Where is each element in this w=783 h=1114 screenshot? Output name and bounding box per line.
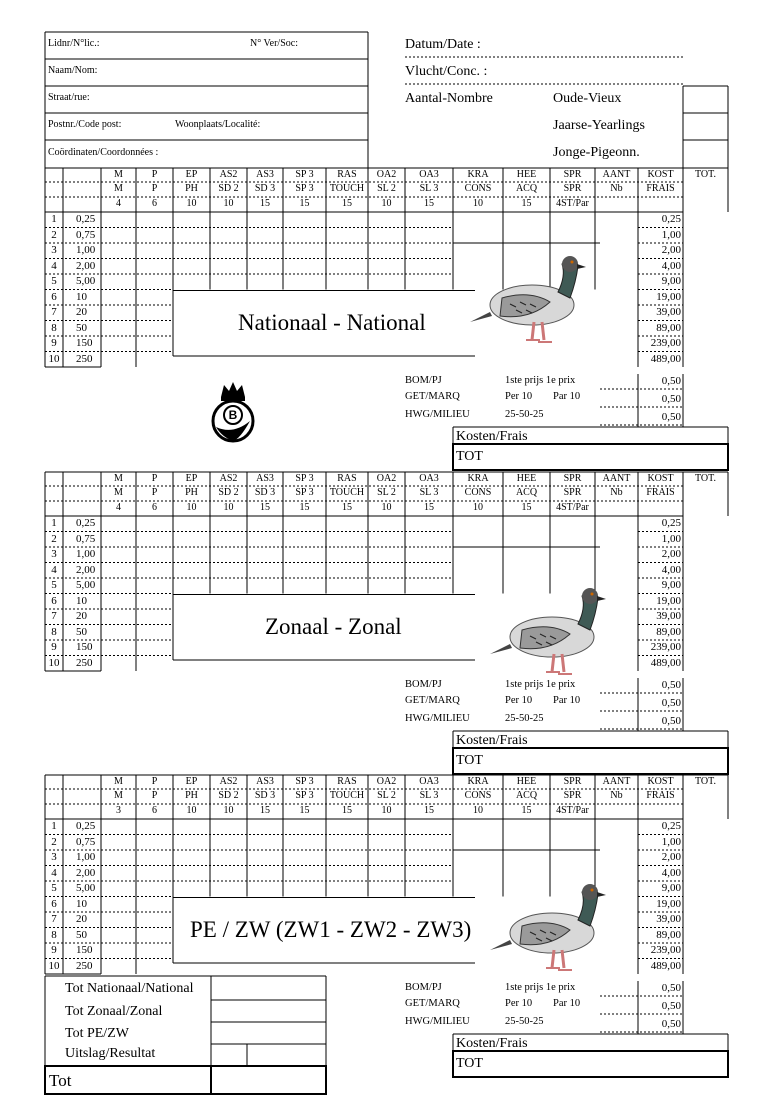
col-sub: SD 3 (254, 487, 276, 498)
row-cost: 2,00 (661, 548, 681, 560)
col-head: AS3 (256, 169, 274, 180)
col-head: OA3 (419, 169, 439, 180)
col-price: 15 (299, 502, 310, 513)
row-num: 6 (51, 897, 57, 910)
row-num: 6 (51, 290, 57, 303)
row-stake: 250 (76, 656, 93, 669)
row-num: 1 (51, 820, 57, 832)
col-sub: SL 2 (377, 487, 396, 498)
row-num: 1 (51, 517, 57, 529)
col-price: 10 (223, 198, 234, 209)
col-sub: CONS (464, 790, 492, 801)
col-sub: SL 3 (419, 183, 439, 194)
row-cost: 19,00 (656, 897, 681, 910)
col-price: 15 (260, 198, 270, 209)
col-sub: SPR (563, 183, 582, 194)
col-price: 15 (424, 502, 434, 513)
col-price: 4 (116, 198, 121, 209)
row-cost: 0,25 (661, 517, 681, 529)
lidnr-label: Lidnr/N°lic.: (48, 38, 100, 49)
col-head: RAS (337, 776, 357, 787)
kosten-label: Kosten/Frais (456, 1036, 528, 1051)
col-sub: FRAIS (646, 183, 675, 194)
per-label: Per 10 (505, 391, 533, 402)
row-stake: 2,00 (76, 563, 96, 576)
col-price: 10 (223, 502, 234, 513)
col-sub: SP 3 (295, 183, 314, 194)
row-cost: 239,00 (650, 641, 681, 653)
row-num: 10 (48, 352, 60, 365)
col-price: 4ST/Par (556, 805, 589, 816)
col-price: 6 (152, 198, 157, 209)
row-cost: 4,00 (661, 259, 681, 272)
col-head: AANT (602, 169, 631, 180)
col-sub: SP 3 (295, 790, 314, 801)
crown-icon (208, 377, 258, 447)
row-cost: 9,00 (661, 275, 681, 287)
row-stake: 0,75 (76, 228, 96, 241)
col-head: SP 3 (295, 776, 314, 787)
federation-logo (208, 377, 258, 447)
row-num: 7 (51, 913, 57, 925)
row-cost: 39,00 (656, 610, 681, 622)
row-stake: 2,00 (76, 866, 96, 879)
row-num: 9 (51, 944, 57, 956)
row-stake: 0,75 (76, 532, 96, 545)
col-price: 15 (342, 805, 352, 816)
row-stake: 150 (76, 944, 93, 956)
col-price: 3 (116, 805, 121, 816)
col-head: P (151, 169, 158, 180)
row-num: 8 (51, 321, 57, 334)
fee-value: 0,50 (661, 715, 681, 727)
fee-value: 0,50 (661, 1018, 681, 1030)
row-cost: 9,00 (661, 579, 681, 591)
col-sub: SD 3 (254, 183, 276, 194)
kosten-label: Kosten/Frais (456, 733, 528, 748)
vlucht-label: Vlucht/Conc. : (405, 64, 488, 79)
row-cost: 19,00 (656, 290, 681, 303)
col-head: SPR (563, 169, 582, 180)
row-num: 3 (51, 244, 57, 256)
col-head: HEE (516, 473, 537, 484)
col-sub: TOUCH (329, 183, 365, 194)
row-num: 5 (51, 882, 57, 894)
col-head: AS3 (256, 473, 274, 484)
col-price: 10 (381, 805, 392, 816)
col-price: 15 (424, 805, 434, 816)
row-cost: 489,00 (650, 959, 681, 972)
col-head: SPR (563, 776, 582, 787)
col-head: KOST (647, 776, 674, 787)
fee-value: 0,50 (661, 982, 681, 994)
col-head: TOT. (694, 473, 716, 484)
row-stake: 50 (76, 928, 87, 941)
row-stake: 20 (76, 610, 87, 622)
col-sub: FRAIS (646, 487, 675, 498)
row-num: 9 (51, 337, 57, 349)
get-label: GET/MARQ (405, 998, 460, 1009)
section-title: Nationaal - National (238, 310, 426, 335)
row-cost: 2,00 (661, 851, 681, 863)
col-price: 10 (381, 198, 392, 209)
row-stake: 0,25 (76, 517, 96, 529)
col-sub: PH (185, 790, 198, 801)
col-sub: TOUCH (329, 790, 365, 801)
col-head: M (114, 169, 123, 180)
col-price: 15 (299, 198, 310, 209)
col-head: M (114, 776, 123, 787)
row-cost: 489,00 (650, 656, 681, 669)
sum-uitslag-label: Uitslag/Resultat (65, 1046, 156, 1061)
per-label: Per 10 (505, 998, 533, 1009)
col-head: AS3 (256, 776, 274, 787)
col-price: 4ST/Par (556, 502, 589, 513)
col-price: 10 (223, 805, 234, 816)
row-stake: 150 (76, 337, 93, 349)
col-head: OA3 (419, 776, 439, 787)
row-num: 7 (51, 610, 57, 622)
prijs-label: 1ste prijs 1e prix (505, 679, 576, 690)
row-cost: 1,00 (661, 228, 681, 241)
straat-label: Straat/rue: (48, 92, 90, 103)
row-cost: 239,00 (650, 337, 681, 349)
col-head: P (151, 776, 158, 787)
col-head: RAS (337, 473, 357, 484)
col-sub: SD 2 (218, 790, 239, 801)
col-head: OA3 (419, 473, 439, 484)
row-num: 5 (51, 579, 57, 591)
row-num: 8 (51, 625, 57, 638)
col-sub: Nb (610, 487, 623, 498)
prijs-label: 1ste prijs 1e prix (505, 375, 576, 386)
col-head: HEE (516, 776, 537, 787)
col-price: 4 (116, 502, 121, 513)
col-price: 6 (152, 805, 157, 816)
col-head: KOST (647, 169, 674, 180)
row-num: 5 (51, 275, 57, 287)
col-sub: SP 3 (295, 487, 314, 498)
col-sub: CONS (464, 487, 492, 498)
ver-label: N° Ver/Soc: (250, 38, 298, 49)
logo-letter: B (228, 408, 238, 422)
col-price: 10 (473, 502, 483, 513)
col-head: KRA (467, 473, 489, 484)
row-cost: 89,00 (656, 625, 681, 638)
col-sub: P (151, 790, 158, 801)
col-price: 10 (186, 805, 197, 816)
bom-label: BOM/PJ (405, 375, 442, 386)
bom-label: BOM/PJ (405, 679, 442, 690)
col-head: EP (185, 776, 198, 787)
par-label: Par 10 (553, 695, 581, 706)
row-num: 4 (51, 259, 57, 272)
col-head: OA2 (376, 776, 397, 787)
col-sub: ACQ (515, 790, 538, 801)
row-cost: 39,00 (656, 306, 681, 318)
datum-label: Datum/Date : (405, 37, 481, 52)
hwg-value: 25-50-25 (505, 1016, 544, 1027)
par-label: Par 10 (553, 391, 581, 402)
hwg-value: 25-50-25 (505, 713, 544, 724)
row-stake: 150 (76, 641, 93, 653)
row-stake: 5,00 (76, 579, 96, 591)
row-cost: 9,00 (661, 882, 681, 894)
hwg-value: 25-50-25 (505, 409, 544, 420)
per-label: Per 10 (505, 695, 533, 706)
row-stake: 0,25 (76, 820, 96, 832)
col-sub: FRAIS (646, 790, 675, 801)
col-head: AANT (602, 473, 631, 484)
col-sub: M (114, 790, 123, 801)
col-price: 4ST/Par (556, 198, 589, 209)
row-cost: 489,00 (650, 352, 681, 365)
col-sub: SD 2 (218, 487, 239, 498)
bom-label: BOM/PJ (405, 982, 442, 993)
row-stake: 0,25 (76, 213, 96, 225)
naam-label: Naam/Nom: (48, 65, 98, 76)
col-sub: P (151, 183, 158, 194)
row-num: 7 (51, 306, 57, 318)
row-cost: 0,25 (661, 213, 681, 225)
col-price: 15 (260, 502, 270, 513)
col-sub: PH (185, 487, 198, 498)
row-stake: 250 (76, 959, 93, 972)
row-stake: 5,00 (76, 882, 96, 894)
col-sub: M (114, 487, 123, 498)
col-head: AS2 (219, 473, 238, 484)
fee-value: 0,50 (661, 393, 681, 405)
row-num: 9 (51, 641, 57, 653)
col-head: AS2 (219, 776, 238, 787)
row-stake: 10 (76, 897, 87, 910)
postnr-label: Postnr./Code post: (48, 119, 122, 130)
row-num: 8 (51, 928, 57, 941)
section-title: Zonaal - Zonal (265, 614, 402, 639)
row-num: 4 (51, 563, 57, 576)
hwg-label: HWG/MILIEU (405, 1016, 470, 1027)
par-label: Par 10 (553, 998, 581, 1009)
tot-label: TOT (456, 1056, 483, 1071)
jonge-label: Jonge-Pigeonn. (553, 145, 640, 160)
col-sub: P (151, 487, 158, 498)
col-price: 10 (473, 805, 483, 816)
col-sub: ACQ (515, 183, 538, 194)
kosten-label: Kosten/Frais (456, 429, 528, 444)
woonplaats-label: Woonplaats/Localité: (175, 119, 261, 130)
sum-tot-label: Tot (49, 1071, 72, 1090)
col-head: AANT (602, 776, 631, 787)
row-stake: 1,00 (76, 244, 96, 256)
row-num: 3 (51, 851, 57, 863)
col-head: TOT. (694, 169, 716, 180)
col-sub: SPR (563, 487, 582, 498)
col-sub: PH (185, 183, 198, 194)
row-stake: 50 (76, 625, 87, 638)
row-stake: 10 (76, 290, 87, 303)
row-num: 2 (51, 228, 57, 241)
row-stake: 20 (76, 913, 87, 925)
col-price: 15 (521, 502, 532, 513)
row-num: 10 (48, 656, 60, 669)
row-num: 6 (51, 594, 57, 607)
col-sub: Nb (610, 790, 623, 801)
col-head: SPR (563, 473, 582, 484)
col-price: 15 (521, 198, 532, 209)
col-head: SP 3 (295, 473, 314, 484)
row-cost: 19,00 (656, 594, 681, 607)
col-sub: M (114, 183, 123, 194)
tot-label: TOT (456, 449, 483, 464)
col-price: 6 (152, 502, 157, 513)
tot-label: TOT (456, 753, 483, 768)
col-head: OA2 (376, 473, 397, 484)
row-cost: 1,00 (661, 532, 681, 545)
hwg-label: HWG/MILIEU (405, 713, 470, 724)
col-sub: SL 2 (377, 183, 396, 194)
col-sub: SD 2 (218, 183, 239, 194)
prijs-label: 1ste prijs 1e prix (505, 982, 576, 993)
col-price: 10 (473, 198, 483, 209)
coord-label: Coördinaten/Coordonnées : (48, 147, 159, 158)
col-sub: ACQ (515, 487, 538, 498)
col-price: 15 (342, 502, 352, 513)
col-head: HEE (516, 169, 537, 180)
col-price: 10 (186, 198, 197, 209)
row-num: 2 (51, 532, 57, 545)
get-label: GET/MARQ (405, 695, 460, 706)
row-stake: 20 (76, 306, 87, 318)
col-head: AS2 (219, 169, 238, 180)
sum-pe-label: Tot PE/ZW (65, 1026, 129, 1041)
col-head: P (151, 473, 158, 484)
aantal-label: Aantal-Nombre (405, 91, 493, 106)
row-cost: 239,00 (650, 944, 681, 956)
col-sub: SD 3 (254, 790, 276, 801)
fee-value: 0,50 (661, 1000, 681, 1012)
jaarse-label: Jaarse-Yearlings (553, 118, 645, 133)
col-head: M (114, 473, 123, 484)
oude-label: Oude-Vieux (553, 91, 622, 106)
row-stake: 250 (76, 352, 93, 365)
col-head: OA2 (376, 169, 397, 180)
fee-value: 0,50 (661, 411, 681, 423)
col-sub: TOUCH (329, 487, 365, 498)
col-head: EP (185, 169, 198, 180)
row-cost: 4,00 (661, 563, 681, 576)
row-num: 10 (48, 959, 60, 972)
row-num: 4 (51, 866, 57, 879)
row-cost: 89,00 (656, 321, 681, 334)
col-price: 15 (424, 198, 434, 209)
col-head: EP (185, 473, 198, 484)
col-price: 15 (521, 805, 532, 816)
row-stake: 10 (76, 594, 87, 607)
sum-nat-label: Tot Nationaal/National (65, 981, 194, 996)
col-sub: SL 3 (419, 487, 439, 498)
col-price: 10 (186, 502, 197, 513)
sum-zon-label: Tot Zonaal/Zonal (65, 1004, 163, 1019)
row-cost: 0,25 (661, 820, 681, 832)
col-head: RAS (337, 169, 357, 180)
row-num: 2 (51, 835, 57, 848)
get-label: GET/MARQ (405, 391, 460, 402)
row-cost: 1,00 (661, 835, 681, 848)
row-stake: 5,00 (76, 275, 96, 287)
col-head: SP 3 (295, 169, 314, 180)
row-stake: 1,00 (76, 851, 96, 863)
row-stake: 1,00 (76, 548, 96, 560)
row-stake: 0,75 (76, 835, 96, 848)
col-sub: SL 2 (377, 790, 396, 801)
fee-value: 0,50 (661, 697, 681, 709)
row-cost: 2,00 (661, 244, 681, 256)
col-head: KOST (647, 473, 674, 484)
col-sub: CONS (464, 183, 492, 194)
fee-value: 0,50 (661, 375, 681, 387)
row-stake: 50 (76, 321, 87, 334)
row-cost: 39,00 (656, 913, 681, 925)
row-stake: 2,00 (76, 259, 96, 272)
hwg-label: HWG/MILIEU (405, 409, 470, 420)
row-cost: 89,00 (656, 928, 681, 941)
col-head: KRA (467, 169, 489, 180)
section-title: PE / ZW (ZW1 - ZW2 - ZW3) (190, 917, 472, 942)
col-sub: SPR (563, 790, 582, 801)
col-price: 15 (260, 805, 270, 816)
col-head: TOT. (694, 776, 716, 787)
col-price: 10 (381, 502, 392, 513)
fee-value: 0,50 (661, 679, 681, 691)
row-num: 1 (51, 213, 57, 225)
col-price: 15 (299, 805, 310, 816)
col-sub: Nb (610, 183, 623, 194)
col-sub: SL 3 (419, 790, 439, 801)
col-head: KRA (467, 776, 489, 787)
row-num: 3 (51, 548, 57, 560)
row-cost: 4,00 (661, 866, 681, 879)
col-price: 15 (342, 198, 352, 209)
